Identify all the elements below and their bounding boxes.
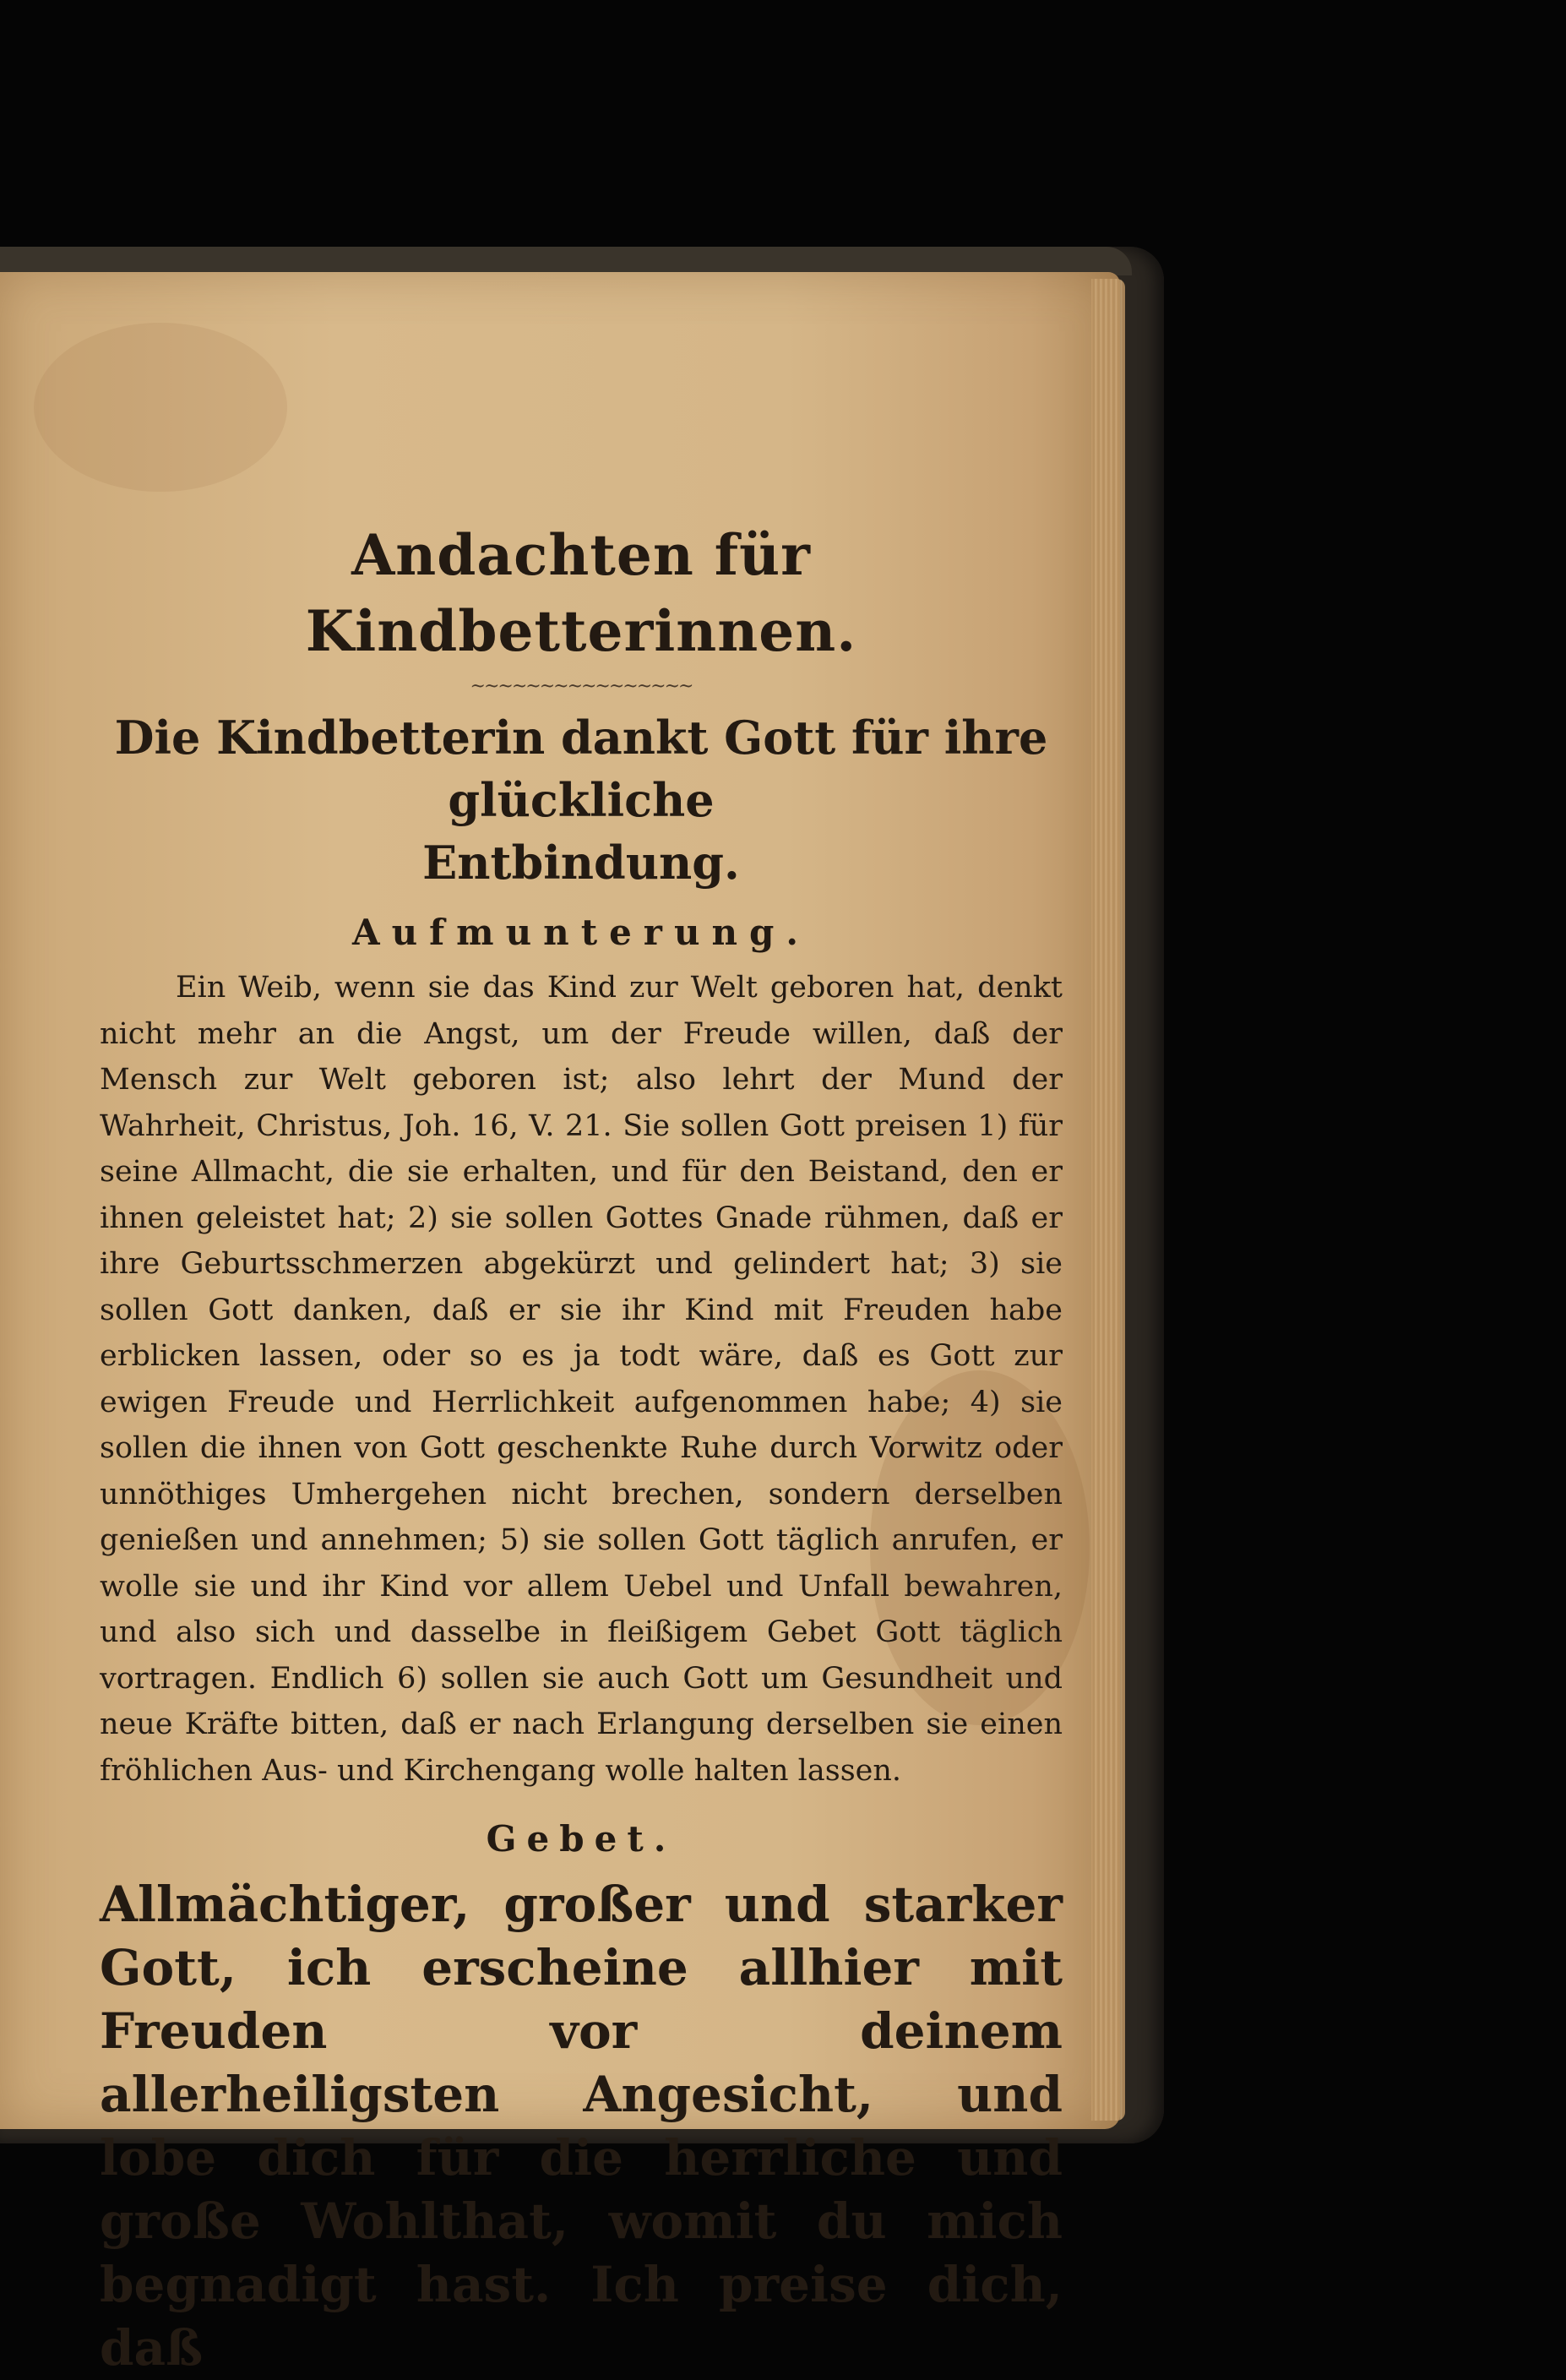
section-title-line-2: Entbindung.: [422, 836, 740, 890]
book-page: [0, 272, 1120, 2377]
page-heading: Andachten für Kindbetterinnen.: [305, 522, 857, 664]
page-stack-edge: [1091, 279, 1125, 2121]
section-title-line-1: Die Kindbetterin dankt Gott für ihre glückliche: [114, 711, 1048, 827]
ornament-divider: ~~~~~~~~~~~~~~~~: [470, 676, 693, 697]
body-text: Ein Weib, wenn sie das Kind zur Welt geboren hat, denkt nicht mehr an die Angst, um der Freude willen, daß der Mensch zur Welt geboren ist; also lehrt der Mund der Wahrheit, Christus, Joh. 16, V. 21. Sie sollen Gott preisen 1) für seine Allmacht, die sie erhalten, und für den Beistand, den er ihnen geleistet hat; 2) sie sollen Gottes Gnade rühmen, daß er ihre Geburtsschmerzen abgekürzt und gelindert hat; 3) sie sollen Gott danken, daß er sie ihr Kind mit Freuden habe erblicken lassen, oder so es ja todt wäre, daß es Gott zur ewigen Freude und Herrlichkeit aufgenommen habe; 4) sie sollen die ihnen von Gott geschenkte Ruhe durch Vorwitz oder unnöthiges Umhergehen nicht brechen, sondern derselben genießen und annehmen; 5) sie sollen Gott täglich anrufen, er wolle sie und ihr Kind vor allem Uebel und Unfall bewahren, und also sich und dasselbe in fleißigem Gebet Gott täglich vortragen. Endlich 6) sollen sie auch Gott um Gesundheit und neue Kräfte bitten, daß er nach Erlangung derselben sie einen fröhlichen Aus- und Kirchengang wolle halten lassen.: [100, 971, 1063, 1788]
prayer-label: Gebet.: [486, 1818, 677, 1860]
book-cover-top-edge: [0, 247, 1132, 275]
section-title: [100, 706, 1063, 894]
paper-stain: [34, 323, 287, 492]
body-paragraph: [100, 965, 1063, 1794]
section-label-aufmunterung: Aufmunterung.: [351, 912, 810, 953]
prayer-text: Allmächtiger, großer und starker Gott, ich erscheine allhier mit Freuden vor deinem allerheiligsten Angesicht, und lobe dich für die herrliche und große Wohlthat, womit du mich begnadigt hast. Ich preise dich, daß: [100, 1876, 1063, 2377]
page-content: [100, 517, 1063, 2380]
